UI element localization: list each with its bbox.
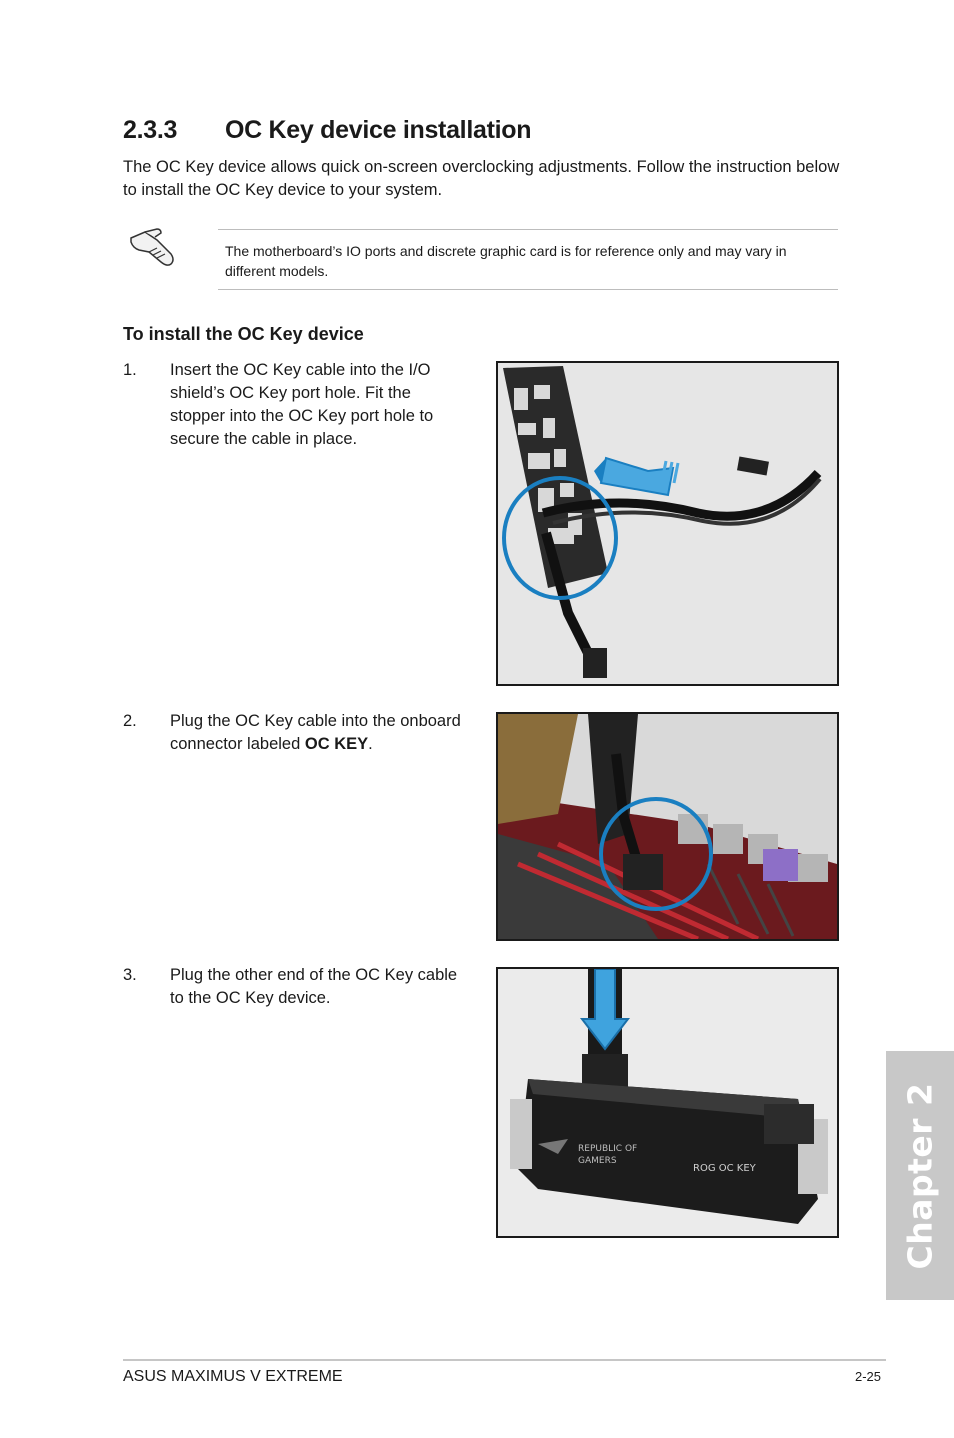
step-number: 2. xyxy=(123,712,137,730)
chapter-tab xyxy=(886,1051,954,1300)
step-1 xyxy=(123,359,483,451)
connector-label: OC KEY xyxy=(304,735,369,753)
step-3 xyxy=(123,964,483,1010)
step-text: Insert the OC Key cable into the I/O shield’s OC Key port hole. Fit the stopper into the OC Key port hole to secure the cable in place. xyxy=(170,361,434,448)
section-title-text: OC Key device installation xyxy=(225,116,532,144)
step-number: 3. xyxy=(123,966,137,984)
chapter-tab-label: Chapter 2 xyxy=(900,1082,940,1269)
footer-product-name: ASUS MAXIMUS V EXTREME xyxy=(123,1368,343,1385)
photo-io-shield xyxy=(496,361,839,686)
hand-note-icon xyxy=(127,224,179,270)
step-text-part: . xyxy=(368,735,373,753)
step-text: Plug the other end of the OC Key cable to the OC Key device. xyxy=(170,966,458,1007)
step-number: 1. xyxy=(123,361,137,379)
footer-divider xyxy=(123,1359,886,1361)
step-2 xyxy=(123,710,483,756)
photo-oc-key-device xyxy=(496,967,839,1238)
note-divider-top xyxy=(218,229,838,230)
note-divider-bottom xyxy=(218,289,838,290)
intro-paragraph: The OC Key device allows quick on-screen overclocking adjustments. Follow the instruction below to install the OC Key device to your system. xyxy=(123,158,840,199)
note-text: The motherboard’s IO ports and discrete graphic card is for reference only and may vary in different models. xyxy=(225,243,787,279)
section-number: 2.3.3 xyxy=(123,116,178,144)
procedure-heading: To install the OC Key device xyxy=(123,324,364,344)
footer-page-number: 2-25 xyxy=(855,1369,882,1384)
device-brand-text-1: REPUBLIC OF xyxy=(578,1144,638,1154)
step-text xyxy=(170,710,483,756)
photo-motherboard-connector xyxy=(496,712,839,941)
device-brand-text-2: GAMERS xyxy=(578,1156,617,1166)
device-label-text: ROG OC KEY xyxy=(693,1163,756,1174)
step-text-part: Plug the OC Key cable into the onboard connector labeled xyxy=(170,712,461,753)
section-title xyxy=(123,116,531,145)
